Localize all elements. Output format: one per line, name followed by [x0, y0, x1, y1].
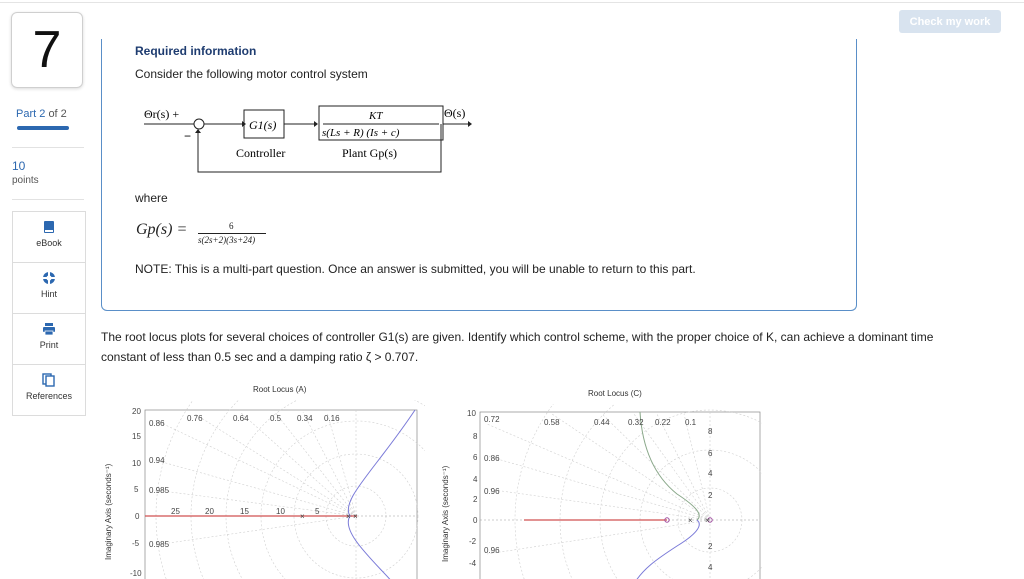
ytick: 5	[134, 485, 139, 494]
plot-a-title: Root Locus (A)	[253, 385, 307, 394]
part-of: of 2	[48, 108, 67, 120]
documents-icon	[42, 373, 56, 387]
damping-label: 0.96	[484, 546, 500, 555]
damping-label: 0.86	[149, 419, 165, 428]
gp-denominator: s(2s+2)(3s+24)	[198, 235, 256, 245]
block-diagram	[140, 100, 480, 180]
sidebar-divider	[12, 199, 84, 200]
root-locus-a	[125, 400, 425, 579]
part-prefix: Part	[16, 108, 37, 120]
top-divider	[0, 2, 1024, 3]
damping-label: 0.34	[297, 414, 313, 423]
gp-fraction-bar	[198, 233, 266, 234]
damping-label: 0.22	[655, 418, 671, 427]
sidebar-divider	[12, 147, 84, 148]
question-text: The root locus plots for several choices of controller G1(s) are given. Identify which control scheme, with the proper choice of K, can achieve a dominant time constant of less than 0.5 sec and a damping ratio ζ > 0.707.	[101, 330, 934, 364]
ebook-label: eBook	[36, 238, 62, 248]
ytick: 20	[132, 407, 141, 416]
ytick: 8	[473, 432, 478, 441]
freq-label: 4	[708, 563, 713, 572]
ytick: 2	[473, 495, 478, 504]
ytick: 4	[473, 475, 478, 484]
damping-label: 0.44	[594, 418, 610, 427]
lifebuoy-icon	[42, 271, 56, 285]
where-label: where	[135, 191, 168, 205]
plot-c-locus-lower	[632, 520, 699, 579]
ebook-button[interactable]	[12, 211, 86, 263]
freq-label: 6	[708, 449, 713, 458]
hint-button[interactable]	[12, 262, 86, 314]
damping-label: 0.96	[484, 487, 500, 496]
check-my-work-button[interactable]: Check my work	[899, 10, 1001, 33]
references-button[interactable]	[12, 364, 86, 416]
ytick: 0	[135, 512, 140, 521]
book-icon	[42, 220, 56, 234]
freq-label: 5	[315, 507, 320, 516]
pole-marker: ×	[300, 512, 305, 521]
freq-label: 8	[708, 427, 713, 436]
part-current: 2	[39, 108, 46, 120]
damping-label: 0.16	[324, 414, 340, 423]
freq-label: 2	[708, 491, 713, 500]
ytick: 0	[473, 516, 478, 525]
plot-c-grid	[487, 404, 762, 579]
arrowhead	[314, 121, 318, 127]
freq-label: 15	[240, 507, 249, 516]
ytick: -4	[469, 559, 477, 568]
ytick: -5	[132, 539, 140, 548]
plot-c-ylabel: Imaginary Axis (seconds⁻¹)	[441, 465, 450, 562]
plant-denominator: s(Ls + R) (Is + c)	[322, 127, 400, 139]
plot-c-frame	[480, 412, 760, 579]
arrowhead	[195, 129, 201, 133]
pole-marker: ×	[353, 512, 358, 521]
pole-marker: ×	[705, 516, 710, 525]
output-signal-label: Θ(s)	[444, 106, 466, 120]
part-indicator	[16, 108, 67, 120]
damping-label: 0.72	[484, 415, 500, 424]
input-signal-label: Θr(s) +	[144, 107, 180, 121]
damping-label: 0.5	[270, 414, 282, 423]
freq-label: 20	[205, 507, 214, 516]
points-label: points	[12, 175, 39, 186]
damping-label: 0.86	[484, 454, 500, 463]
plot-a-grid	[155, 400, 425, 579]
damping-label: 0.94	[149, 456, 165, 465]
pole-marker: ×	[688, 516, 693, 525]
damping-label: 0.985	[149, 540, 170, 549]
freq-label: 2	[708, 542, 713, 551]
ytick: 10	[132, 459, 141, 468]
damping-label: 0.985	[149, 486, 170, 495]
hint-label: Hint	[40, 289, 57, 299]
plot-c-title: Root Locus (C)	[588, 389, 642, 398]
ytick: 15	[132, 432, 141, 441]
plant-numerator: KT	[369, 110, 383, 122]
print-label: Print	[39, 340, 59, 350]
damping-label: 0.76	[187, 414, 203, 423]
root-locus-c	[462, 404, 762, 579]
damping-label: 0.32	[628, 418, 644, 427]
ytick: -10	[130, 569, 142, 578]
controller-block-label: G1(s)	[249, 118, 277, 132]
arrowhead	[468, 121, 472, 127]
multi-part-note: NOTE: This is a multi-part question. Once an answer is submitted, you will be unable to return to this part.	[135, 262, 696, 276]
freq-label: 25	[171, 507, 180, 516]
ytick: -2	[469, 537, 477, 546]
gp-lhs: Gp(s) =	[136, 221, 188, 238]
gp-numerator: 6	[229, 221, 234, 231]
part-progress-bar	[17, 126, 69, 130]
freq-label: 4	[708, 469, 713, 478]
plot-a-frame	[145, 410, 417, 579]
points-value: 10	[12, 159, 26, 173]
pole-marker: ×	[346, 512, 351, 521]
required-info-title: Required information	[135, 44, 257, 58]
minus-sign: −	[184, 129, 192, 143]
summing-junction	[194, 119, 204, 129]
freq-label: 10	[276, 507, 285, 516]
damping-label: 0.58	[544, 418, 560, 427]
print-button[interactable]	[12, 313, 86, 365]
question-number: 7	[11, 12, 83, 88]
plot-a-ylabel: Imaginary Axis (seconds⁻¹)	[104, 463, 113, 560]
required-info-intro: Consider the following motor control system	[135, 67, 368, 81]
damping-label: 0.1	[685, 418, 697, 427]
ytick: 10	[467, 409, 476, 418]
printer-icon	[42, 322, 56, 336]
controller-caption: Controller	[236, 146, 286, 160]
plant-caption: Plant Gp(s)	[342, 146, 397, 160]
ytick: 6	[473, 453, 478, 462]
damping-label: 0.64	[233, 414, 249, 423]
references-label: References	[25, 391, 73, 401]
